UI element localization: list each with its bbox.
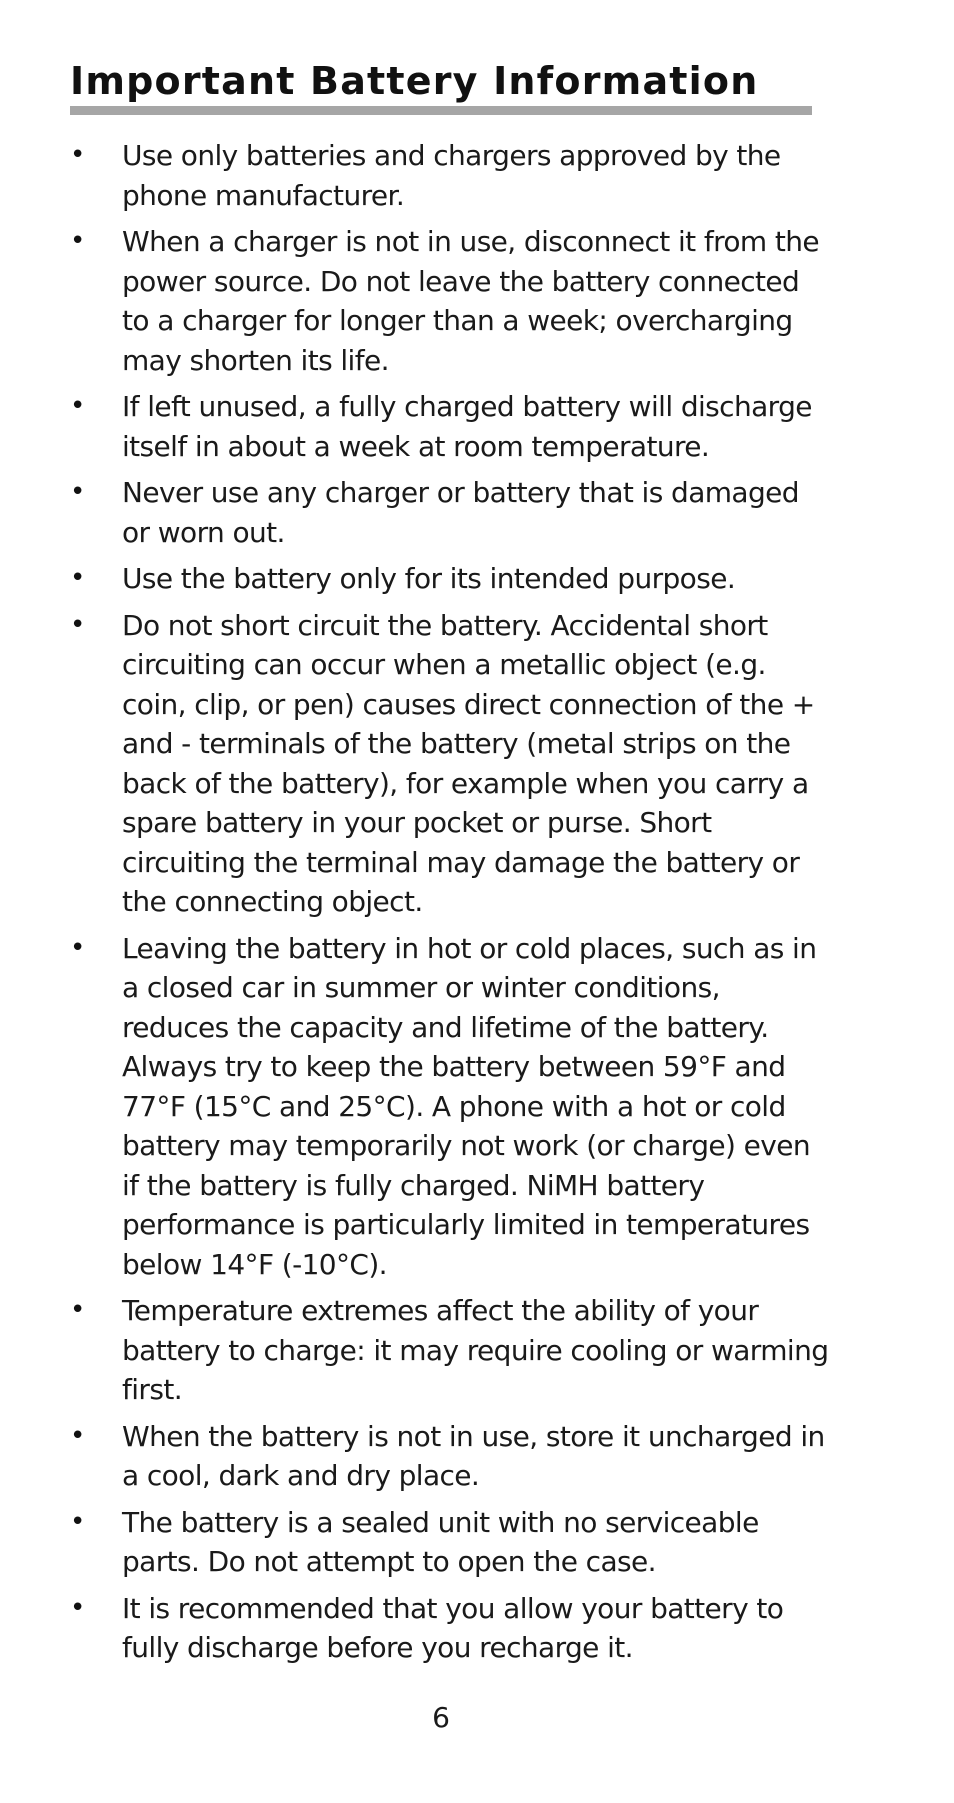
list-item-text: If left unused, a fully charged battery will discharge itself in about a week at room temperature. bbox=[122, 390, 812, 463]
list-item bbox=[70, 222, 830, 380]
bullet-icon: • bbox=[70, 1420, 85, 1451]
list-item-text: Do not short circuit the battery. Accidental short circuiting can occur when a metallic object (e.g. coin, clip, or pen) causes direct connection of the + and - terminals of the battery (metal strips on the back of the battery), for example when you carry a spare battery in your pocket or purse. Short circuiting the terminal may damage the battery or the connecting object. bbox=[122, 608, 815, 918]
list-item bbox=[70, 1417, 830, 1496]
bullet-icon: • bbox=[70, 140, 85, 170]
page-title: Important Battery Information bbox=[70, 59, 759, 103]
list-item-text: Use only batteries and chargers approved by the phone manufacturer. bbox=[122, 139, 781, 212]
list-item-text: Use the battery only for its intended purpose. bbox=[122, 562, 736, 595]
list-item bbox=[70, 559, 830, 599]
bullet-icon: • bbox=[70, 1506, 85, 1537]
title-underline-rule bbox=[70, 106, 812, 115]
list-item-text: Never use any charger or battery that is damaged or worn out. bbox=[122, 476, 799, 549]
bullet-icon: • bbox=[70, 1592, 85, 1623]
list-item bbox=[70, 136, 830, 215]
list-item bbox=[70, 1291, 830, 1410]
page-number: 6 bbox=[432, 1701, 450, 1734]
list-item-text: When a charger is not in use, disconnect it from the power source. Do not leave the battery connected to a charger for longer than a week; overcharging may shorten its life. bbox=[122, 225, 820, 377]
bullet-icon: • bbox=[70, 1295, 85, 1325]
bullet-icon: • bbox=[70, 932, 85, 963]
list-item-text: It is recommended that you allow your battery to fully discharge before you recharge it. bbox=[122, 1591, 784, 1664]
bullet-icon: • bbox=[70, 226, 85, 256]
list-item-text: When the battery is not in use, store it uncharged in a cool, dark and dry place. bbox=[122, 1419, 825, 1492]
list-item bbox=[70, 929, 830, 1285]
list-item bbox=[70, 387, 830, 466]
bullet-icon: • bbox=[70, 391, 85, 421]
list-item bbox=[70, 1503, 830, 1582]
list-item-text: Temperature extremes affect the ability of your battery to charge: it may require cooling or warming first. bbox=[122, 1294, 829, 1406]
list-item-text: Leaving the battery in hot or cold places, such as in a closed car in summer or winter conditions, reduces the capacity and lifetime of the battery. Always try to keep the battery between 59°F and 77°F (15°C and 25°C). A phone with a hot or cold battery may temporarily not work (or charge) even if the battery is fully charged. NiMH battery performance is particularly limited in temperatures below 14°F (-10°C). bbox=[122, 931, 817, 1281]
battery-info-list bbox=[70, 136, 830, 1675]
bullet-icon: • bbox=[70, 563, 85, 593]
list-item bbox=[70, 606, 830, 922]
bullet-icon: • bbox=[70, 477, 85, 507]
list-item bbox=[70, 1589, 830, 1668]
bullet-icon: • bbox=[70, 609, 85, 640]
list-item bbox=[70, 473, 830, 552]
list-item-text: The battery is a sealed unit with no serviceable parts. Do not attempt to open the case. bbox=[122, 1505, 759, 1578]
